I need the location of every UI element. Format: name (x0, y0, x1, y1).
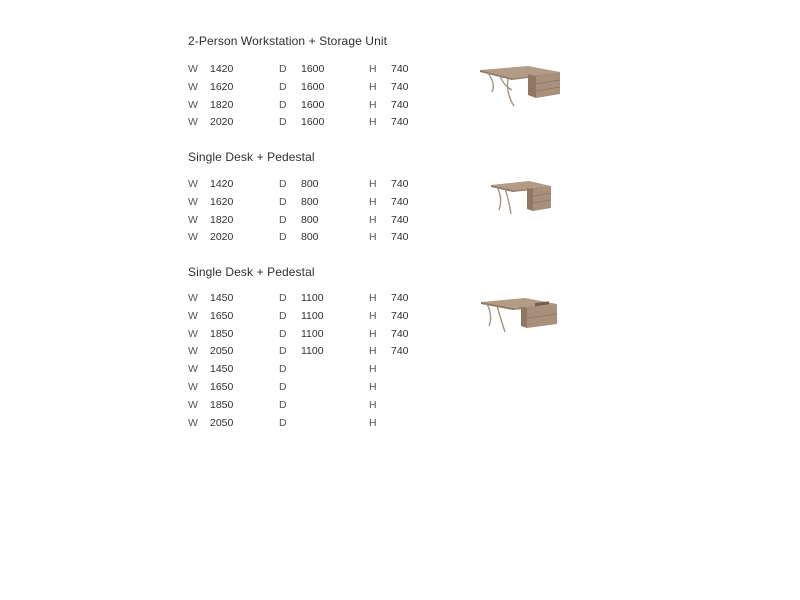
width-label: W (188, 178, 198, 190)
width-value: 1450 (210, 363, 234, 376)
depth-value: 1100 (301, 309, 324, 322)
height-value: 740 (391, 309, 409, 322)
height-value: 740 (391, 345, 409, 358)
height-label: H (369, 416, 377, 429)
width-value: 2020 (210, 116, 234, 129)
width-value: 1650 (210, 380, 234, 393)
depth-value: 1600 (301, 80, 325, 93)
depth-label: D (279, 63, 287, 75)
depth-label: D (279, 231, 287, 244)
width-label: W (188, 213, 198, 226)
depth-label: D (279, 309, 287, 322)
depth-label: D (279, 380, 287, 393)
depth-value: 800 (301, 195, 319, 208)
depth-value: 1100 (301, 292, 324, 304)
height-label: H (369, 398, 377, 411)
width-label: W (188, 363, 198, 376)
height-value: 740 (391, 63, 409, 75)
height-value: 740 (391, 98, 409, 111)
height-value: 740 (391, 80, 409, 93)
width-value: 1620 (210, 195, 234, 208)
height-label: H (369, 195, 377, 208)
height-label: H (369, 98, 377, 111)
workstation-storage-unit-image (478, 64, 564, 110)
height-value: 740 (391, 327, 409, 340)
section-desk-side-pedestal (188, 264, 588, 429)
height-label: H (369, 380, 377, 393)
height-value: 740 (391, 231, 409, 244)
depth-label: D (279, 80, 287, 93)
width-label: W (188, 309, 198, 322)
depth-label: D (279, 213, 287, 226)
width-value: 1850 (210, 327, 234, 340)
height-value: 740 (391, 213, 409, 226)
depth-value: 1100 (301, 327, 324, 340)
height-label: H (369, 292, 377, 304)
desk-with-pedestal-image (489, 180, 555, 220)
height-label: H (369, 80, 377, 93)
section-desk-pedestal (188, 149, 588, 244)
height-label: H (369, 345, 377, 358)
width-label: W (188, 195, 198, 208)
width-label: W (188, 63, 198, 75)
depth-label: D (279, 363, 287, 376)
width-label: W (188, 327, 198, 340)
depth-label: D (279, 327, 287, 340)
width-label: W (188, 398, 198, 411)
width-value: 1650 (210, 309, 234, 322)
width-label: W (188, 98, 198, 111)
depth-value: 800 (301, 178, 319, 190)
depth-value: 800 (301, 231, 319, 244)
height-label: H (369, 363, 377, 376)
width-label: W (188, 116, 198, 129)
depth-label: D (279, 178, 287, 190)
height-label: H (369, 309, 377, 322)
width-value: 2020 (210, 231, 234, 244)
width-value: 1820 (210, 213, 234, 226)
depth-label: D (279, 98, 287, 111)
height-value: 740 (391, 195, 409, 208)
depth-value: 800 (301, 213, 319, 226)
height-label: H (369, 231, 377, 244)
depth-label: D (279, 292, 287, 304)
desk-with-side-pedestal-image (479, 296, 561, 338)
depth-value: 1600 (301, 116, 325, 129)
height-label: H (369, 63, 377, 75)
width-label: W (188, 231, 198, 244)
section-title: Single Desk + Pedestal (188, 150, 315, 164)
width-value: 1850 (210, 398, 234, 411)
depth-label: D (279, 195, 287, 208)
width-value: 1620 (210, 80, 234, 93)
height-label: H (369, 213, 377, 226)
width-value: 1820 (210, 98, 234, 111)
depth-label: D (279, 398, 287, 411)
depth-label: D (279, 345, 287, 358)
width-value: 1420 (210, 178, 234, 190)
width-label: W (188, 292, 198, 304)
width-label: W (188, 345, 198, 358)
width-value: 1420 (210, 63, 234, 75)
depth-value: 1600 (301, 98, 325, 111)
height-value: 740 (391, 116, 409, 129)
height-label: H (369, 116, 377, 129)
width-label: W (188, 380, 198, 393)
height-value: 740 (391, 292, 409, 304)
width-label: W (188, 416, 198, 429)
depth-value: 1600 (301, 63, 325, 75)
width-value: 2050 (210, 345, 234, 358)
width-label: W (188, 80, 198, 93)
width-value: 2050 (210, 416, 234, 429)
depth-label: D (279, 116, 287, 129)
height-label: H (369, 178, 377, 190)
section-workstation (188, 33, 588, 129)
section-title: Single Desk + Pedestal (188, 265, 315, 279)
width-value: 1450 (210, 292, 234, 304)
depth-value: 1100 (301, 345, 324, 358)
height-label: H (369, 327, 377, 340)
height-value: 740 (391, 178, 409, 190)
depth-label: D (279, 416, 287, 429)
section-title: 2-Person Workstation + Storage Unit (188, 34, 388, 48)
